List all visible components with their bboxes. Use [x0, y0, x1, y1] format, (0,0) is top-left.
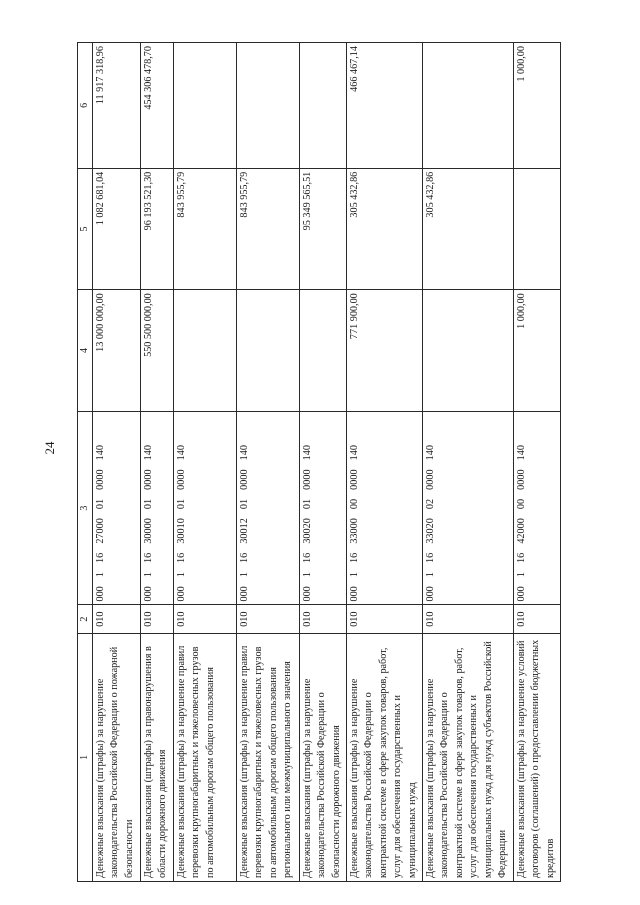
row-plan-value: 13 000 000,00 — [93, 290, 141, 412]
table-row — [347, 43, 423, 882]
table-row — [237, 43, 300, 882]
row-actual-value: 96 193 521,30 — [141, 168, 174, 290]
table-row — [93, 43, 141, 882]
column-header: 6 — [78, 43, 93, 169]
row-admin-code: 010 — [174, 605, 237, 633]
row-classification-code: 000 1 16 42000 00 0000 140 — [514, 411, 561, 605]
row-name: Денежные взыскания (штрафы) за правонарушения в области дорожного движения — [141, 633, 174, 881]
table-body — [93, 43, 561, 882]
row-plan-value — [300, 290, 347, 412]
row-classification-code: 000 1 16 30010 01 0000 140 — [174, 411, 237, 605]
row-admin-code: 010 — [514, 605, 561, 633]
header-row — [78, 43, 93, 882]
table-row — [423, 43, 514, 882]
row-remaining-value: 454 306 478,70 — [141, 43, 174, 169]
revenue-table — [77, 42, 561, 882]
row-name: Денежные взыскания (штрафы) за нарушение законодательства Российской Федерации о контрактной системе в сфере закупок товаров, работ, услуг для обеспечения государственных и муниципальных нужд для нужд субъектов Российской Федерации — [423, 633, 514, 881]
table-row — [174, 43, 237, 882]
row-name: Денежные взыскания (штрафы) за нарушение законодательства Российской Федерации о контрактной системе в сфере закупок товаров, работ, услуг для обеспечения государственных и муниципальных нужд — [347, 633, 423, 881]
column-header: 5 — [78, 168, 93, 290]
column-header: 1 — [78, 633, 93, 881]
row-name: Денежные взыскания (штрафы) за нарушение правил перевозки крупногабаритных и тяжеловесных грузов по автомобильным дорогам общего пользования регионального или межмуниципального значения — [237, 633, 300, 881]
row-admin-code: 010 — [93, 605, 141, 633]
row-name: Денежные взыскания (штрафы) за нарушение правил перевозки крупногабаритных и тяжеловесных грузов по автомобильным дорогам общего пользования — [174, 633, 237, 881]
row-plan-value — [237, 290, 300, 412]
row-plan-value — [174, 290, 237, 412]
row-plan-value — [423, 290, 514, 412]
row-actual-value: 843 955,79 — [174, 168, 237, 290]
column-header: 2 — [78, 605, 93, 633]
row-remaining-value — [174, 43, 237, 169]
table-row — [141, 43, 174, 882]
row-classification-code: 000 1 16 30020 01 0000 140 — [300, 411, 347, 605]
row-admin-code: 010 — [423, 605, 514, 633]
table-row — [514, 43, 561, 882]
row-remaining-value: 11 917 318,96 — [93, 43, 141, 169]
row-classification-code: 000 1 16 33000 00 0000 140 — [347, 411, 423, 605]
row-actual-value: 843 955,79 — [237, 168, 300, 290]
row-plan-value: 550 500 000,00 — [141, 290, 174, 412]
column-header: 3 — [78, 411, 93, 605]
row-classification-code: 000 1 16 30000 01 0000 140 — [141, 411, 174, 605]
table-row — [300, 43, 347, 882]
row-actual-value: 305 432,86 — [347, 168, 423, 290]
row-remaining-value: 1 000,00 — [514, 43, 561, 169]
row-actual-value: 1 082 681,04 — [93, 168, 141, 290]
row-admin-code: 010 — [237, 605, 300, 633]
row-remaining-value: 466 467,14 — [347, 43, 423, 169]
row-actual-value: 305 432,86 — [423, 168, 514, 290]
report-table-wrapper — [77, 42, 556, 882]
row-actual-value: 95 349 565,51 — [300, 168, 347, 290]
row-plan-value: 1 000,00 — [514, 290, 561, 412]
row-remaining-value — [300, 43, 347, 169]
row-remaining-value — [423, 43, 514, 169]
table-header — [78, 43, 93, 882]
row-name: Денежные взыскания (штрафы) за нарушение законодательства Российской Федерации о пожарной безопасности — [93, 633, 141, 881]
row-admin-code: 010 — [300, 605, 347, 633]
row-plan-value: 771 900,00 — [347, 290, 423, 412]
row-remaining-value — [237, 43, 300, 169]
row-admin-code: 010 — [141, 605, 174, 633]
row-classification-code: 000 1 16 27000 01 0000 140 — [93, 411, 141, 605]
column-header: 4 — [78, 290, 93, 412]
page-number: 24 — [42, 441, 57, 455]
row-name: Денежные взыскания (штрафы) за нарушение условий договоров (соглашений) о предоставлении бюджетных кредитов — [514, 633, 561, 881]
row-actual-value — [514, 168, 561, 290]
row-classification-code: 000 1 16 33020 02 0000 140 — [423, 411, 514, 605]
row-admin-code: 010 — [347, 605, 423, 633]
row-classification-code: 000 1 16 30012 01 0000 140 — [237, 411, 300, 605]
row-name: Денежные взыскания (штрафы) за нарушение законодательства Российской Федерации о безопасности дорожного движения — [300, 633, 347, 881]
